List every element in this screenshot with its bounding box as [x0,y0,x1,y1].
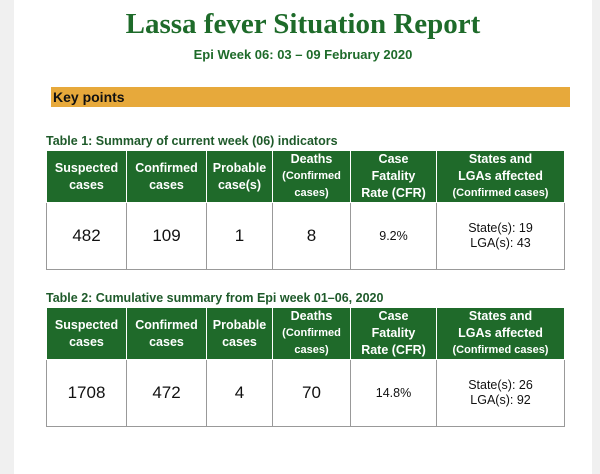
table2-probable-value: 4 [207,360,273,427]
report-page [14,0,592,474]
report-subtitle: Epi Week 06: 03 – 09 February 2020 [193,47,413,62]
table1-header-confirmed: Confirmed cases [127,151,207,203]
table2-deaths-value: 70 [273,360,351,427]
table1-header-probable: Probable case(s) [207,151,273,203]
table2-cfr-value: 14.8% [351,360,437,427]
table2-cumulative [46,307,565,427]
table1-header-deaths: Deaths (Confirmed cases) [273,151,351,203]
table1-probable-value: 1 [207,203,273,270]
table2-lgas-value: LGA(s): 92 [470,393,531,407]
table2-header-cfr: Case Fatality Rate (CFR) [351,308,437,360]
table2-states-value: State(s): 26 [468,378,533,392]
table1-deaths-value: 8 [273,203,351,270]
table1-confirmed-value: 109 [127,203,207,270]
table1-current-week [46,150,565,270]
table1-header-cfr: Case Fatality Rate (CFR) [351,151,437,203]
table1-suspected-value: 482 [47,203,127,270]
table1-caption: Table 1: Summary of current week (06) indicators [46,134,338,148]
table2-caption: Table 2: Cumulative summary from Epi week 01–06, 2020 [46,291,384,305]
table1-states-value: State(s): 19 [468,221,533,235]
key-points-label: Key points [53,89,125,105]
table-row [47,203,565,270]
table-row [47,360,565,427]
table1-lgas-value: LGA(s): 43 [470,236,531,250]
table2-header-confirmed: Confirmed cases [127,308,207,360]
table2-header-row [47,308,565,360]
table1-cfr-value: 9.2% [351,203,437,270]
table1-header-row [47,151,565,203]
table2-states-lgas-cell [437,360,565,427]
table2-header-deaths: Deaths (Confirmed cases) [273,308,351,360]
table2-header-states: States and LGAs affected (Confirmed cases) [437,308,565,360]
table2-header-suspected: Suspected cases [47,308,127,360]
table1-header-states: States and LGAs affected (Confirmed cases) [437,151,565,203]
table1-header-suspected: Suspected cases [47,151,127,203]
report-title: Lassa fever Situation Report [125,8,481,40]
table2-header-probable: Probable cases [207,308,273,360]
key-points-bar [51,87,570,107]
table2-suspected-value: 1708 [47,360,127,427]
table1-states-lgas-cell [437,203,565,270]
table2-confirmed-value: 472 [127,360,207,427]
